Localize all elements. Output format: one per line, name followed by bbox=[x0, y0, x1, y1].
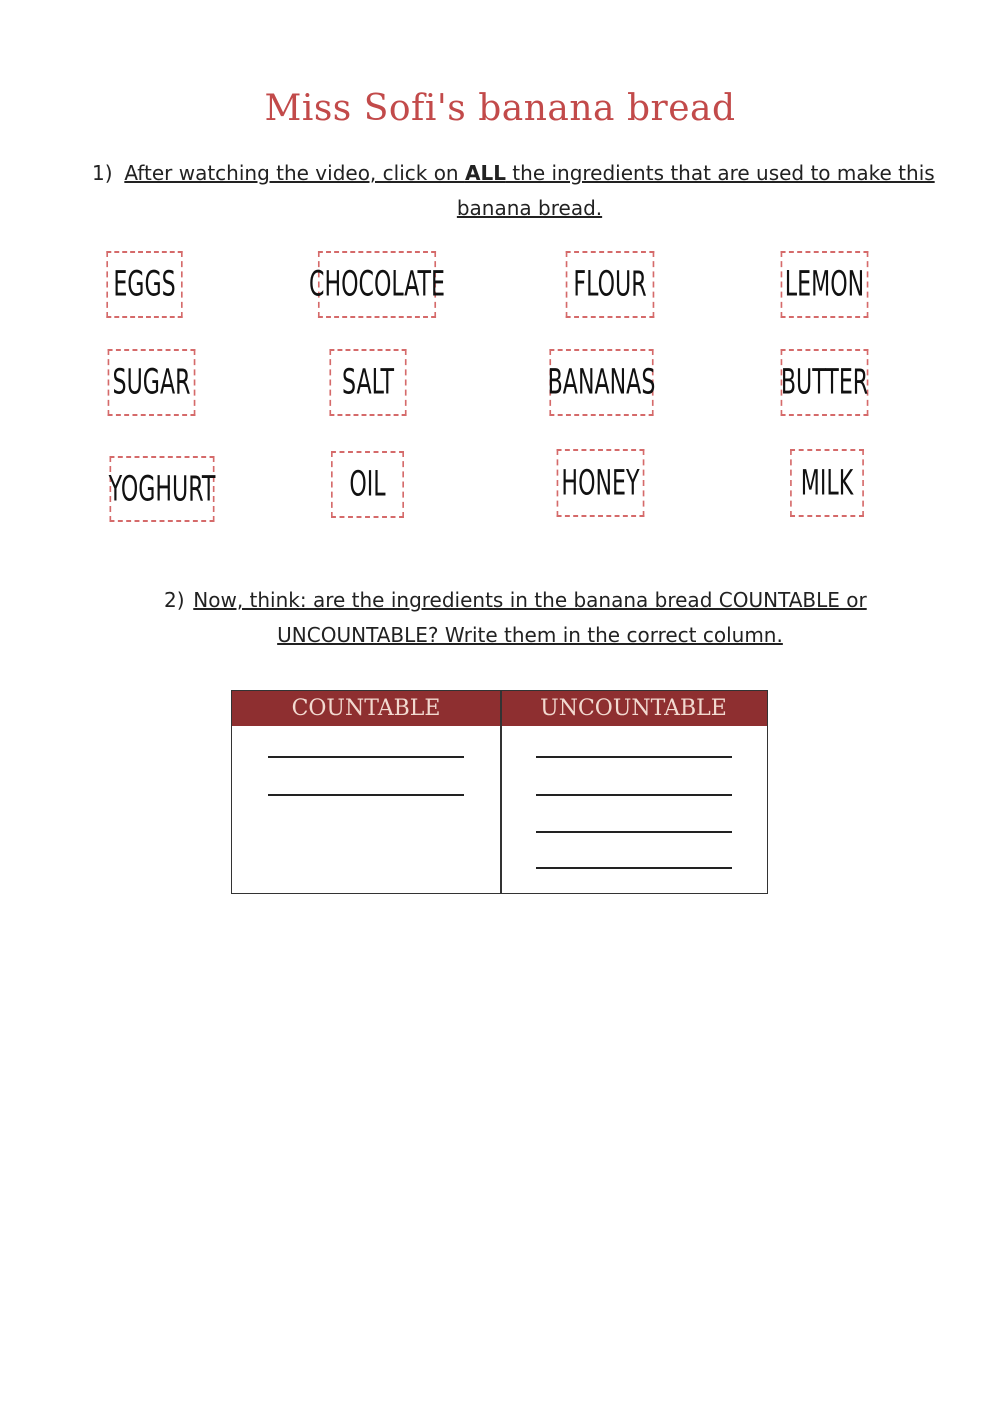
ingredient-salt[interactable]: SALT bbox=[329, 349, 406, 416]
question-2-number: 2) bbox=[164, 588, 185, 612]
ingredient-oil[interactable]: OIL bbox=[331, 451, 404, 518]
ingredient-milk[interactable]: MILK bbox=[790, 449, 864, 517]
ingredient-honey[interactable]: HONEY bbox=[557, 449, 645, 517]
ingredient-flour[interactable]: FLOUR bbox=[566, 251, 655, 318]
question-1-text bbox=[122, 156, 937, 226]
question-1-number: 1) bbox=[92, 161, 113, 185]
question-1-emphasis: ALL bbox=[464, 161, 506, 185]
worksheet-title: Miss Sofi's banana bread bbox=[264, 88, 736, 129]
question-2-text: Now, think: are the ingredients in the banana bread COUNTABLE or UNCOUNTABLE? Write them in the correct column. bbox=[193, 588, 867, 647]
uncountable-blank-2[interactable] bbox=[536, 794, 732, 796]
uncountable-blank-1[interactable] bbox=[536, 756, 732, 758]
ingredient-lemon[interactable]: LEMON bbox=[781, 251, 869, 318]
countable-header: COUNTABLE bbox=[232, 691, 500, 726]
uncountable-header: UNCOUNTABLE bbox=[500, 691, 767, 726]
countable-blank-2[interactable] bbox=[268, 794, 464, 796]
ingredient-bananas[interactable]: BANANAS bbox=[549, 349, 653, 416]
ingredient-butter[interactable]: BUTTER bbox=[781, 349, 869, 416]
ingredient-chocolate[interactable]: CHOCOLATE bbox=[318, 251, 436, 318]
uncountable-blank-3[interactable] bbox=[536, 831, 732, 833]
question-1-text-after: the ingredients that are used to make this banana bread. bbox=[456, 161, 935, 220]
ingredient-yoghurt[interactable]: YOGHURT bbox=[110, 456, 215, 522]
column-divider bbox=[500, 691, 502, 893]
countable-uncountable-table bbox=[231, 690, 768, 894]
question-1-text-before: After watching the video, click on bbox=[124, 161, 465, 185]
countable-blank-1[interactable] bbox=[268, 756, 464, 758]
ingredient-sugar[interactable]: SUGAR bbox=[108, 349, 196, 416]
ingredient-eggs[interactable]: EGGS bbox=[106, 251, 182, 318]
uncountable-blank-4[interactable] bbox=[536, 867, 732, 869]
